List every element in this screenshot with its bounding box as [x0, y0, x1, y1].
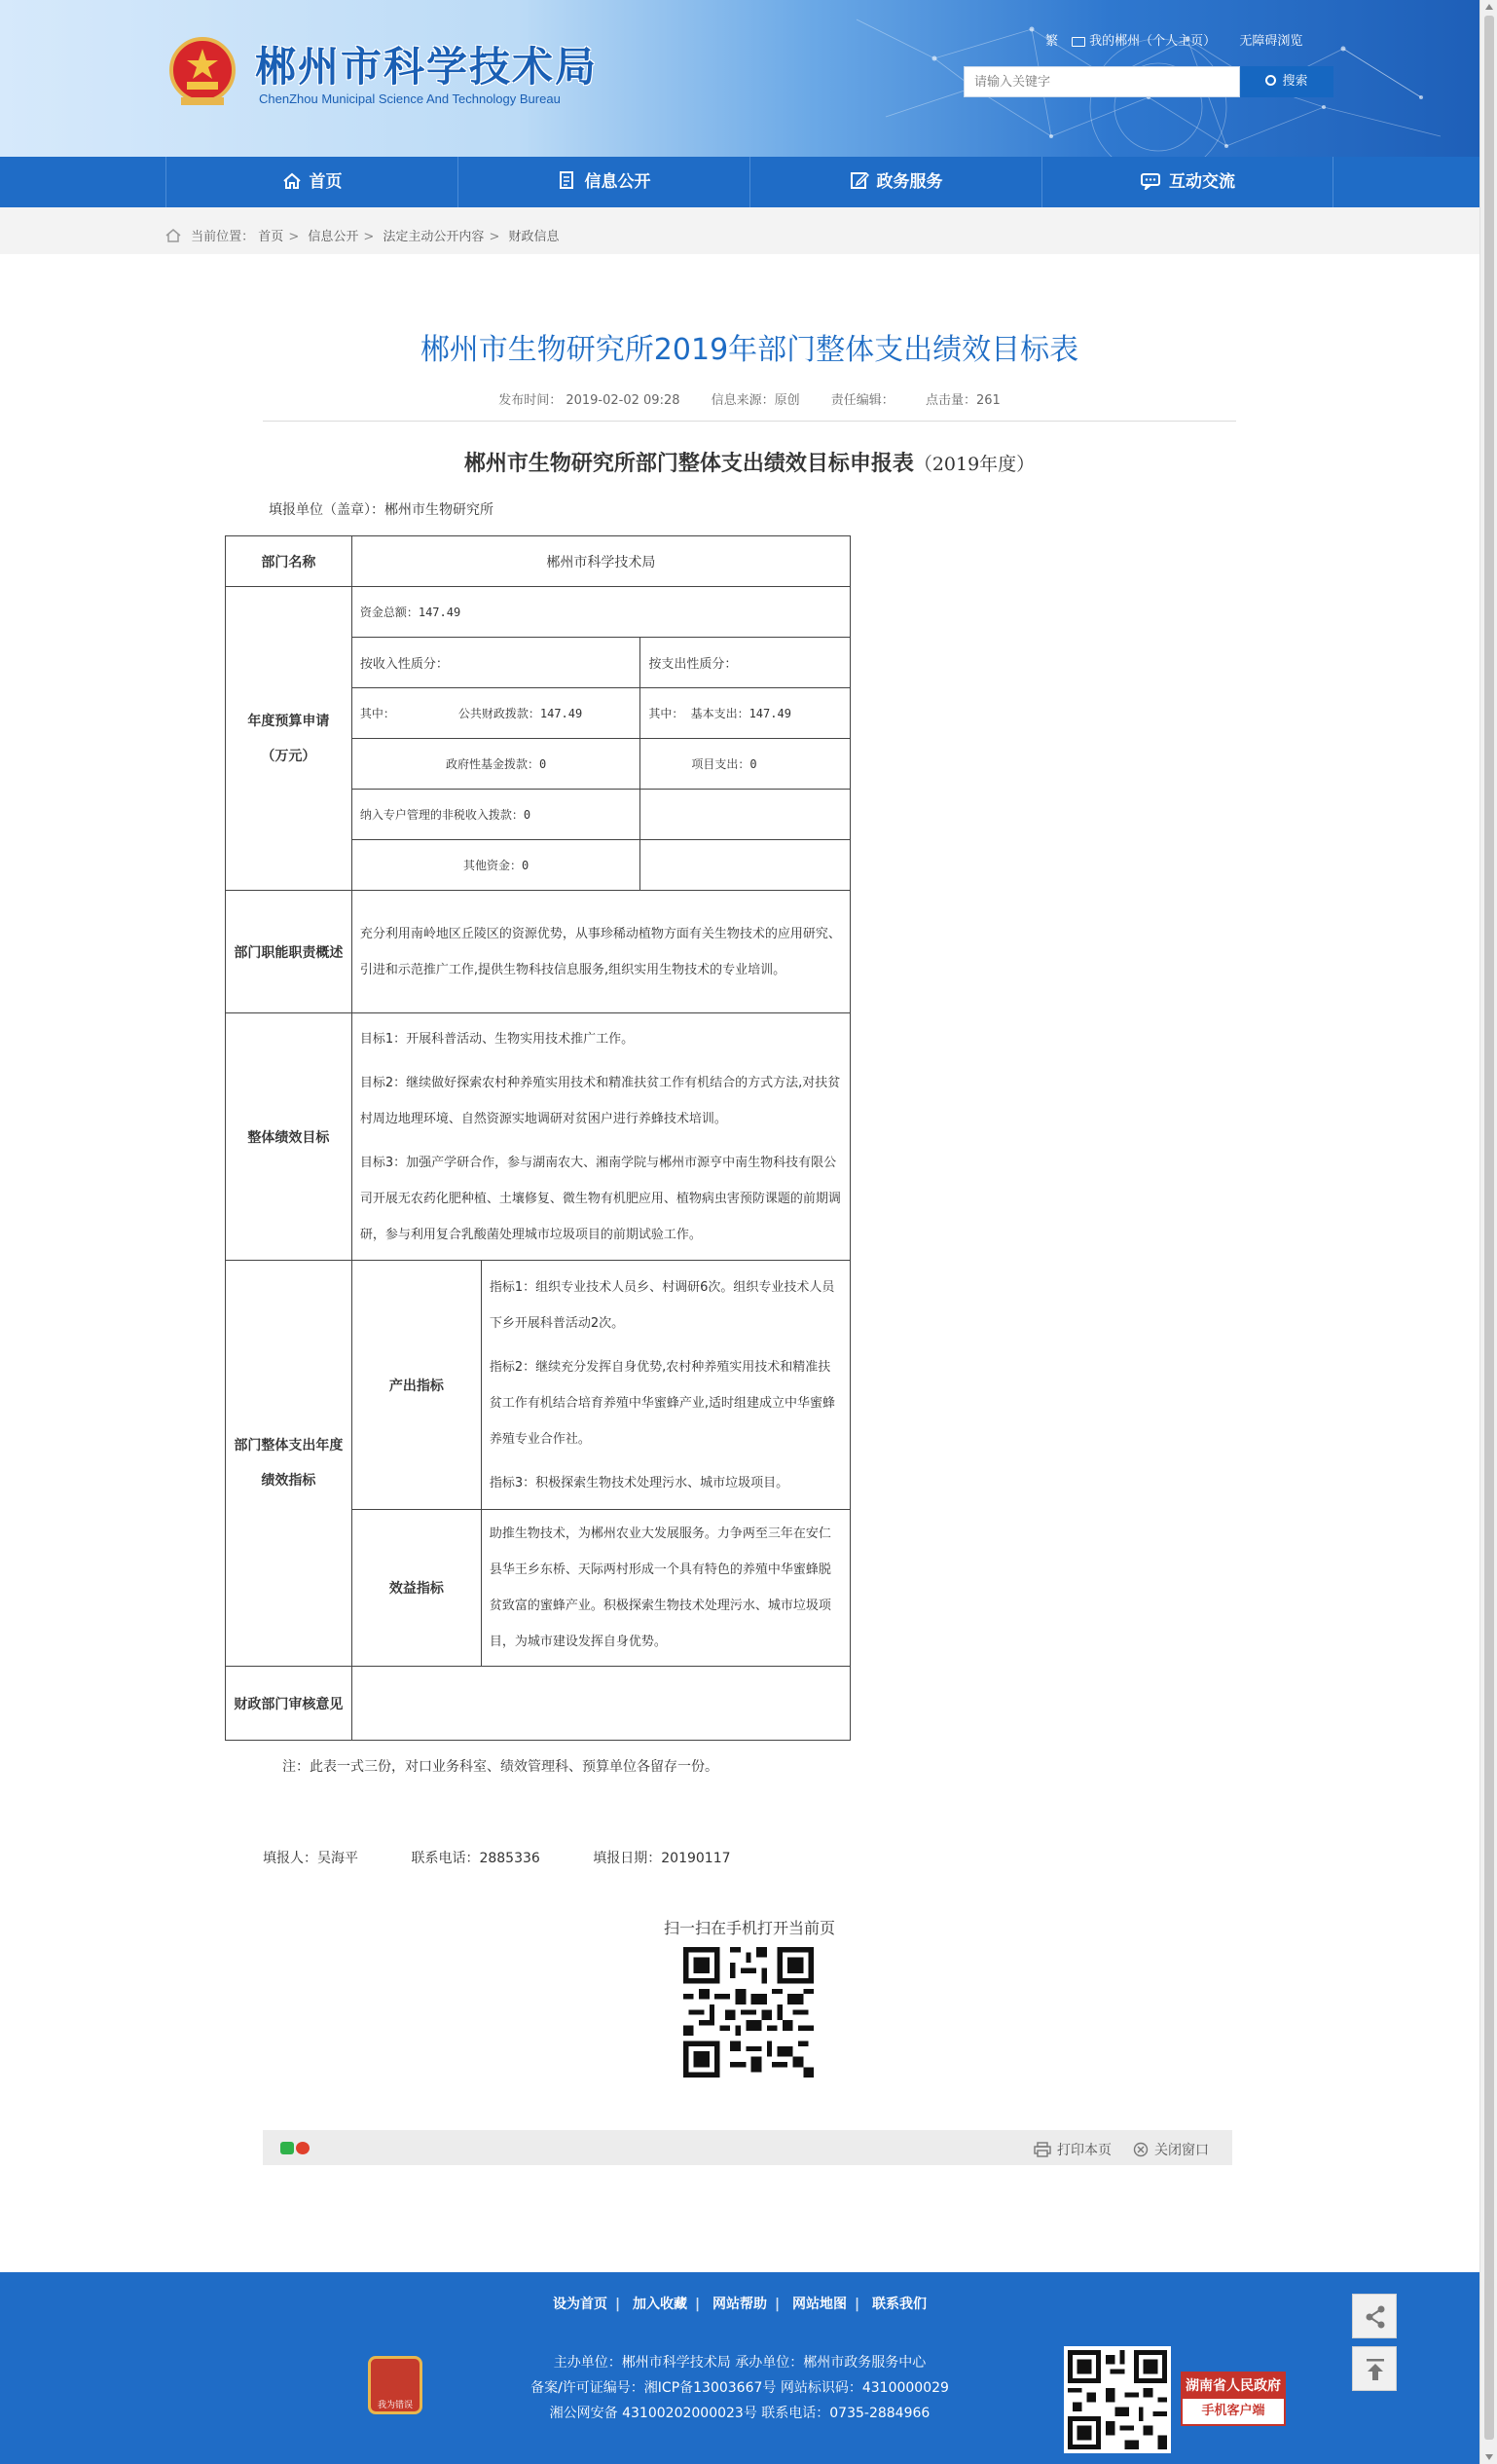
nav-interaction[interactable]: 互动交流 [1041, 157, 1333, 207]
edit-icon [850, 170, 869, 190]
output-indicator-label: 产出指标 [351, 1261, 481, 1510]
duty-text: 充分利用南岭地区丘陵区的资源优势，从事珍稀动植物方面有关生物技术的应用研究、引进和示范推广工作,提供生物科技信息服务,组织实用生物技术的专业培训。 [351, 891, 850, 1013]
home-icon [282, 172, 302, 190]
site-footer [0, 2272, 1479, 2464]
footer-icp: 备案/许可证编号：湘ICP备13003667号 网站标识码：4310000029 [530, 2380, 949, 2396]
overall-goal-text: 目标1：开展科普活动、生物实用技术推广工作。 目标2：继续做好探索农村种养殖实用技术和精准扶贫工作有机结合的方式方法,对扶贫村周边地理环境、自然资源实地调研对贫困户进行养蜂技术培训。 目标3：加强产学研合作，参与湖南农大、湘南学院与郴州市源亨中南生物科技有限公司开展无农药化肥种植、土壤修复、微生物有机肥应用、植物病虫害预防课题的前期调研，参与利用复合乳酸菌处理城市垃圾项目的前期试验工作。 [351, 1013, 850, 1261]
scrollbar-thumb[interactable] [1484, 16, 1494, 2440]
share-side-button[interactable] [1352, 2294, 1397, 2338]
arrow-up-icon [1353, 2347, 1398, 2392]
hunan-gov-app-badge[interactable]: 湖南省人民政府 手机客户端 [1181, 2372, 1286, 2426]
footer-link-help[interactable]: 网站帮助 [712, 2297, 767, 2312]
share-icon [1353, 2295, 1398, 2339]
budget-label: 年度预算申请 （万元） [226, 587, 352, 891]
editor: 责任编辑： [830, 393, 895, 408]
home-icon [165, 229, 181, 242]
footer-link-favorite[interactable]: 加入收藏 [633, 2297, 687, 2312]
scroll-up-icon[interactable] [1485, 4, 1493, 10]
breadcrumb-legal-content[interactable]: 法定主动公开内容 [383, 230, 485, 244]
performance-indicator-label: 部门整体支出年度 绩效指标 [226, 1261, 352, 1667]
breadcrumb: 当前位置： 首页 > 信息公开 > 法定主动公开内容 > 财政信息 [165, 226, 560, 244]
page-scrollbar[interactable] [1479, 0, 1497, 2464]
duty-label: 部门职能职责概述 [226, 891, 352, 1013]
print-button[interactable]: 打印本页 [1034, 2140, 1112, 2159]
fill-unit: 填报单位（盖章）：郴州市生物研究所 [269, 502, 493, 518]
monitor-icon [1072, 37, 1085, 47]
finance-review-value [351, 1667, 850, 1741]
back-to-top-button[interactable] [1352, 2346, 1397, 2391]
footer-link-contact[interactable]: 联系我们 [872, 2297, 927, 2312]
main-nav [0, 157, 1479, 207]
dept-name-label: 部门名称 [226, 536, 352, 587]
by-income-label: 按收入性质分： [351, 638, 639, 688]
site-name-en: ChenZhou Municipal Science And Technology Bureau [259, 92, 561, 106]
public-fund: 其中： 公共财政拨款：147.49 [351, 688, 639, 739]
close-icon [1133, 2142, 1149, 2157]
accessible-browse-link[interactable]: 无障碍浏览 [1239, 34, 1303, 49]
qr-caption: 扫一扫在手机打开当前页 [663, 1919, 835, 1937]
output-indicator-text: 指标1：组织专业技术人员乡、村调研6次。组织专业技术人员下乡开展科普活动2次。 指标2：继续充分发挥自身优势,农村种养殖实用技术和精准扶贫工作有机结合培育养殖中华蜜蜂产业,适时组建成立中华蜜蜂养殖专业合作社。 指标3：积极探索生物技术处理污水、城市垃圾项目。 [481, 1261, 850, 1510]
weibo-share-icon[interactable] [296, 2142, 310, 2154]
project-expense: 项目支出：0 [640, 739, 851, 790]
my-chenzhou-link[interactable]: 我的郴州（个人主页） [1072, 34, 1225, 49]
footer-link-homepage[interactable]: 设为首页 [553, 2297, 607, 2312]
breadcrumb-home[interactable]: 首页 [258, 230, 284, 244]
filler-info [263, 1848, 780, 1867]
top-links [1045, 30, 1312, 49]
other-fund: 其他资金：0 [351, 840, 639, 891]
breadcrumb-finance[interactable]: 财政信息 [508, 230, 560, 244]
national-emblem-icon [167, 33, 237, 111]
traditional-chinese-link[interactable]: 繁 [1045, 34, 1059, 49]
basic-expense: 其中： 基本支出：147.49 [640, 688, 851, 739]
info-source: 信息来源：原创 [711, 393, 800, 408]
finance-review-label: 财政部门审核意见 [226, 1667, 352, 1741]
nav-home[interactable]: 首页 [165, 157, 457, 207]
form-title: 郴州市生物研究所部门整体支出绩效目标申报表（2019年度） [463, 451, 1036, 476]
total-fund: 资金总额：147.49 [351, 587, 850, 638]
publish-time: 发布时间： 2019-02-02 09:28 [498, 393, 680, 408]
site-header [0, 0, 1479, 157]
nav-info-public[interactable]: 信息公开 [457, 157, 749, 207]
error-report-badge[interactable]: 我为错误 [368, 2356, 422, 2414]
footer-link-sitemap[interactable]: 网站地图 [792, 2297, 847, 2312]
page-title: 郴州市生物研究所2019年部门整体支出绩效目标表 [420, 333, 1079, 367]
footer-security: 湘公网安备 43100202000023号 联系电话：0735-2884966 [549, 2406, 931, 2421]
search-icon [1265, 75, 1276, 86]
breadcrumb-info-public[interactable]: 信息公开 [308, 230, 359, 244]
site-name: 郴州市科学技术局 [255, 43, 599, 91]
document-icon [558, 170, 577, 190]
search-button[interactable]: 搜索 [1240, 66, 1333, 97]
nav-gov-service[interactable]: 政务服务 [749, 157, 1041, 207]
wechat-share-icon[interactable] [280, 2142, 294, 2154]
non-tax-income: 纳入专户管理的非税收入拨款：0 [351, 790, 639, 840]
article-meta [263, 389, 1236, 408]
footer-host: 主办单位：郴州市科学技术局 承办单位：郴州市政务服务中心 [553, 2355, 927, 2371]
share-bar [263, 2130, 1232, 2165]
close-window-button[interactable]: 关闭窗口 [1133, 2140, 1209, 2159]
footer-links: 设为首页 | 加入收藏 | 网站帮助 | 网站地图 | 联系我们 [553, 2297, 927, 2312]
divider [263, 421, 1236, 422]
performance-form-table [225, 535, 851, 1741]
gov-fund: 政府性基金拨款：0 [351, 739, 639, 790]
overall-goal-label: 整体绩效目标 [226, 1013, 352, 1261]
click-count: 点击量：261 [925, 393, 1001, 408]
print-icon [1034, 2142, 1051, 2157]
chat-icon [1140, 172, 1161, 190]
by-expense-label: 按支出性质分： [640, 638, 851, 688]
filler-phone: 联系电话：2885336 [411, 1851, 540, 1866]
form-note: 注：此表一式三份，对口业务科室、绩效管理科、预算单位各留存一份。 [282, 1759, 718, 1775]
filler-date: 填报日期：20190117 [593, 1851, 731, 1866]
scroll-down-icon[interactable] [1485, 2454, 1493, 2460]
filler-person: 填报人：吴海平 [263, 1851, 358, 1866]
benefit-indicator-label: 效益指标 [351, 1510, 481, 1667]
footer-qr-code-icon [1064, 2346, 1171, 2453]
dept-name-value: 郴州市科学技术局 [351, 536, 850, 587]
search-input[interactable] [964, 66, 1240, 97]
benefit-indicator-text: 助推生物技术，为郴州农业大发展服务。力争两至三年在安仁县华王乡东桥、天际两村形成一个具有特色的养殖中华蜜蜂脱贫致富的蜜蜂产业。积极探索生物技术处理污水、城市垃圾项目，为城市建设发挥自身优势。 [481, 1510, 850, 1667]
qr-code-icon [683, 1947, 814, 2078]
